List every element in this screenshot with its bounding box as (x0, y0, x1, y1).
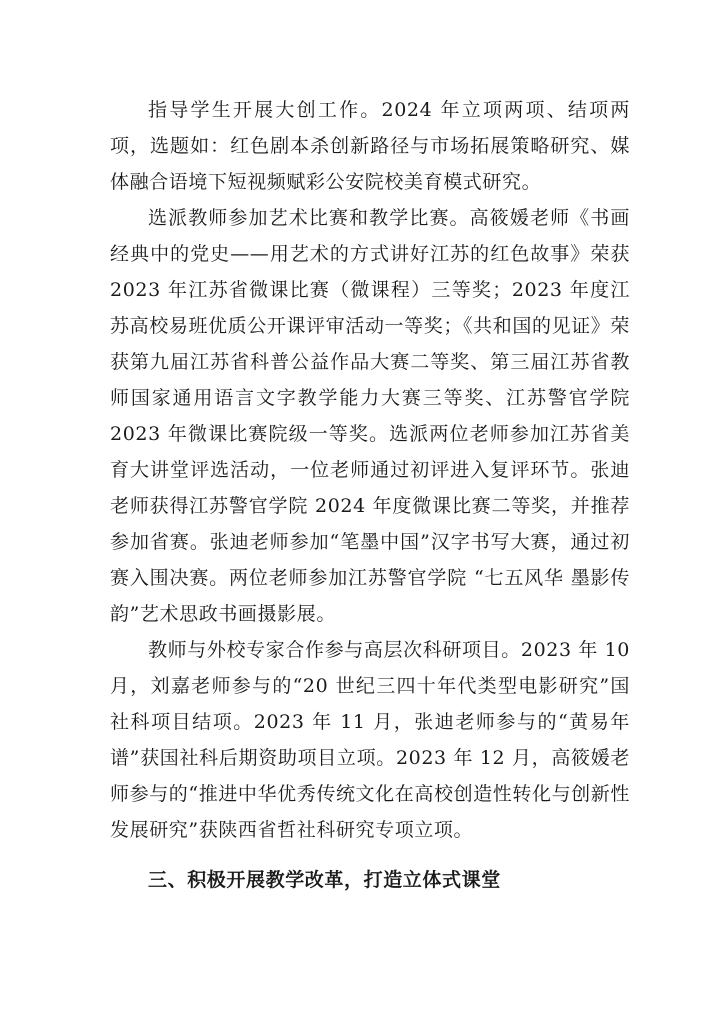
paragraph-research-projects: 教师与外校专家合作参与高层次科研项目。2023 年 10 月，刘嘉老师参与的“20 世纪三四十年代类型电影研究”国社科项目结项。2023 年 11 月，张迪老师参与的“黄易年谱”获国社科后期资助项目立项。2023 年 12 月，高筱媛老师参与的“推进中华优秀传统文化在高校创造性转化与创新性发展研究”获陕西省哲社科研究专项立项。 (110, 639, 630, 841)
paragraph-teacher-competitions: 选派教师参加艺术比赛和教学比赛。高筱媛老师《书画经典中的党史——用艺术的方式讲好江苏的红色故事》荣获 2023 年江苏省微课比赛（微课程）三等奖；2023 年度江苏高校易班优质公开课评审活动一等奖；《共和国的见证》荣获第九届江苏省科普公益作品大赛二等奖、第三届江苏省教师国家通用语言文字教学能力大赛三等奖、江苏警官学院 2023 年微课比赛院级一等奖。选派两位老师参加江苏省美育大讲堂评选活动，一位老师通过初评进入复评环节。张迪老师获得江苏警官学院 2024 年度微课比赛二等奖，并推荐参加省赛。张迪老师参加“笔墨中国”汉字书写大赛，通过初赛入围决赛。两位老师参加江苏警官学院 “七五风华 墨影传韵”艺术思政书画摄影展。 (110, 207, 630, 625)
document-body (110, 92, 630, 898)
paragraph-student-innovation: 指导学生开展大创工作。2024 年立项两项、结项两项，选题如：红色剧本杀创新路径与市场拓展策略研究、媒体融合语境下短视频赋彩公安院校美育模式研究。 (110, 99, 630, 193)
section-heading: 三、积极开展教学改革，打造立体式课堂 (148, 869, 501, 891)
